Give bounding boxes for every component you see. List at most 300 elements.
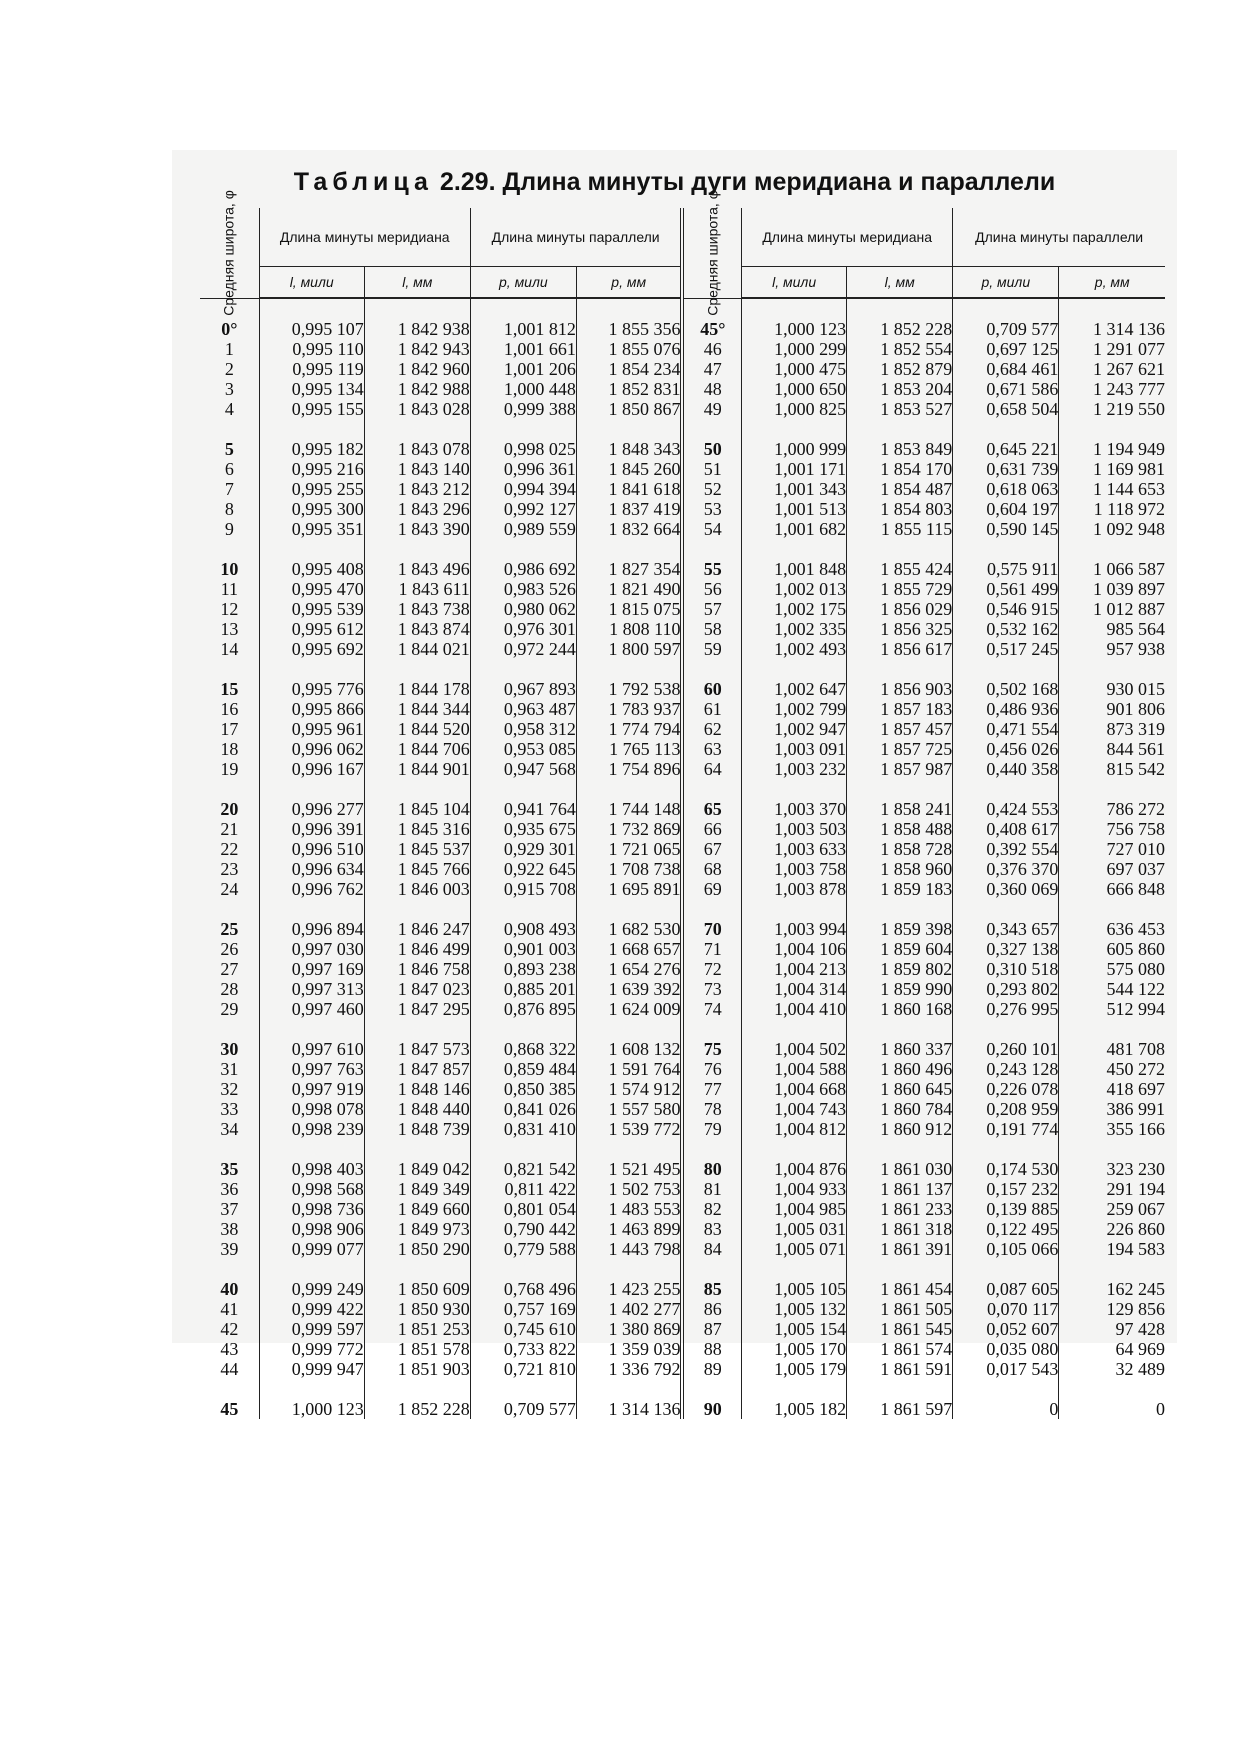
right-latitude-cell: 63 bbox=[682, 739, 741, 759]
spacer-cell bbox=[200, 419, 259, 439]
left-l-mm-cell: 1 847 857 bbox=[364, 1059, 470, 1079]
left-p-miles-cell: 0,958 312 bbox=[470, 719, 576, 739]
right-p-mm-cell: 450 272 bbox=[1059, 1059, 1165, 1079]
left-p-mm-cell: 1 850 867 bbox=[576, 399, 682, 419]
left-latitude-cell: 33 bbox=[220, 1099, 239, 1119]
left-l-miles-cell: 0,997 313 bbox=[259, 979, 364, 999]
right-p-miles-cell: 0,376 370 bbox=[953, 859, 1059, 879]
right-p-miles-cell: 0,035 080 bbox=[953, 1339, 1059, 1359]
left-p-miles-cell: 0,947 568 bbox=[470, 759, 576, 779]
spacer-cell bbox=[682, 1019, 741, 1039]
left-p-mm-cell: 1 402 277 bbox=[576, 1299, 682, 1319]
right-l-miles-cell: 1,004 933 bbox=[742, 1179, 847, 1199]
table-row bbox=[200, 1159, 1165, 1179]
table-row bbox=[200, 739, 1165, 759]
spacer-cell bbox=[682, 419, 741, 439]
left-p-miles-cell: 0,868 322 bbox=[470, 1039, 576, 1059]
right-latitude-cell: 81 bbox=[682, 1179, 741, 1199]
spacer-cell bbox=[742, 659, 847, 679]
right-l-miles-cell: 1,003 091 bbox=[742, 739, 847, 759]
right-p-miles-cell: 0,440 358 bbox=[953, 759, 1059, 779]
right-p-mm-cell: 666 848 bbox=[1059, 879, 1165, 899]
left-l-mm-cell: 1 848 739 bbox=[364, 1119, 470, 1139]
spacer-cell bbox=[953, 298, 1059, 319]
spacer-cell bbox=[1059, 899, 1165, 919]
left-l-miles-cell: 0,996 277 bbox=[259, 799, 364, 819]
right-latitude-cell: 71 bbox=[682, 939, 741, 959]
left-p-mm-cell: 1 682 530 bbox=[576, 919, 682, 939]
header-l-mm: l, мм bbox=[847, 267, 953, 299]
table-title bbox=[172, 168, 1177, 197]
spacer-cell bbox=[576, 419, 682, 439]
spacer-cell bbox=[742, 298, 847, 319]
right-l-mm-cell: 1 861 391 bbox=[847, 1239, 953, 1259]
table-row bbox=[200, 1399, 1165, 1419]
right-l-mm-cell: 1 861 233 bbox=[847, 1199, 953, 1219]
table-row bbox=[200, 1239, 1165, 1259]
left-l-mm-cell: 1 843 140 bbox=[364, 459, 470, 479]
right-l-miles-cell: 1,002 335 bbox=[742, 619, 847, 639]
spacer-cell bbox=[200, 1259, 259, 1279]
left-p-mm-cell: 1 827 354 bbox=[576, 559, 682, 579]
left-l-miles-cell: 0,997 030 bbox=[259, 939, 364, 959]
spacer-cell bbox=[953, 419, 1059, 439]
spacer-cell bbox=[682, 1259, 741, 1279]
left-l-miles-cell: 0,995 692 bbox=[259, 639, 364, 659]
right-latitude-cell: 47 bbox=[682, 359, 741, 379]
left-latitude-cell: 20 bbox=[220, 799, 239, 819]
left-latitude-cell: 41 bbox=[220, 1299, 239, 1319]
right-p-mm-cell: 901 806 bbox=[1059, 699, 1165, 719]
right-l-miles-cell: 1,005 105 bbox=[742, 1279, 847, 1299]
spacer-cell bbox=[200, 1379, 259, 1399]
right-l-miles-cell: 1,002 947 bbox=[742, 719, 847, 739]
table-row bbox=[200, 319, 1165, 339]
right-latitude-cell: 46 bbox=[682, 339, 741, 359]
left-latitude-cell: 15 bbox=[220, 679, 239, 699]
left-l-mm-cell: 1 846 499 bbox=[364, 939, 470, 959]
right-l-miles-cell: 1,004 106 bbox=[742, 939, 847, 959]
left-l-mm-cell: 1 843 296 bbox=[364, 499, 470, 519]
left-p-mm-cell: 1 708 738 bbox=[576, 859, 682, 879]
header-row-groups bbox=[200, 208, 1165, 267]
left-l-mm-cell: 1 846 247 bbox=[364, 919, 470, 939]
spacer-cell bbox=[682, 659, 741, 679]
left-l-mm-cell: 1 848 146 bbox=[364, 1079, 470, 1099]
left-l-miles-cell: 0,995 612 bbox=[259, 619, 364, 639]
right-l-mm-cell: 1 860 912 bbox=[847, 1119, 953, 1139]
left-p-miles-cell: 0,859 484 bbox=[470, 1059, 576, 1079]
left-l-miles-cell: 0,999 249 bbox=[259, 1279, 364, 1299]
left-p-mm-cell: 1 654 276 bbox=[576, 959, 682, 979]
right-p-mm-cell: 386 991 bbox=[1059, 1099, 1165, 1119]
right-l-mm-cell: 1 852 879 bbox=[847, 359, 953, 379]
left-p-miles-cell: 0,768 496 bbox=[470, 1279, 576, 1299]
table-row bbox=[200, 719, 1165, 739]
right-p-miles-cell: 0,561 499 bbox=[953, 579, 1059, 599]
table-row bbox=[200, 339, 1165, 359]
right-l-miles-cell: 1,002 647 bbox=[742, 679, 847, 699]
left-latitude-cell: 6 bbox=[224, 459, 234, 479]
right-p-miles-cell: 0,070 117 bbox=[953, 1299, 1059, 1319]
table-row bbox=[200, 1219, 1165, 1239]
spacer-cell bbox=[470, 779, 576, 799]
right-p-miles-cell: 0,392 554 bbox=[953, 839, 1059, 859]
header-l-mm: l, мм bbox=[364, 267, 470, 299]
left-latitude-cell: 3 bbox=[224, 379, 234, 399]
right-p-mm-cell: 355 166 bbox=[1059, 1119, 1165, 1139]
left-p-mm-cell: 1 854 234 bbox=[576, 359, 682, 379]
left-p-miles-cell: 0,996 361 bbox=[470, 459, 576, 479]
spacer-cell bbox=[364, 1259, 470, 1279]
right-p-mm-cell: 1 243 777 bbox=[1059, 379, 1165, 399]
spacer-cell bbox=[259, 779, 364, 799]
left-latitude-cell: 26 bbox=[220, 939, 239, 959]
left-l-mm-cell: 1 850 609 bbox=[364, 1279, 470, 1299]
left-p-miles-cell: 0,953 085 bbox=[470, 739, 576, 759]
spacer-cell bbox=[847, 539, 953, 559]
table-row bbox=[200, 1199, 1165, 1219]
right-l-miles-cell: 1,005 031 bbox=[742, 1219, 847, 1239]
table-row bbox=[200, 699, 1165, 719]
spacer-cell bbox=[1059, 539, 1165, 559]
left-latitude-cell: 12 bbox=[220, 599, 239, 619]
left-latitude-cell: 23 bbox=[220, 859, 239, 879]
spacer-cell bbox=[470, 1019, 576, 1039]
right-l-miles-cell: 1,002 013 bbox=[742, 579, 847, 599]
right-latitude-cell: 90 bbox=[682, 1399, 741, 1419]
left-l-miles-cell: 0,999 947 bbox=[259, 1359, 364, 1379]
table-row bbox=[200, 639, 1165, 659]
right-latitude-cell: 60 bbox=[682, 679, 741, 699]
left-l-miles-cell: 0,995 119 bbox=[259, 359, 364, 379]
right-l-mm-cell: 1 861 574 bbox=[847, 1339, 953, 1359]
header-p-mm: p, мм bbox=[1059, 267, 1165, 299]
right-p-mm-cell: 1 267 621 bbox=[1059, 359, 1165, 379]
right-p-miles-cell: 0,105 066 bbox=[953, 1239, 1059, 1259]
right-p-miles-cell: 0,658 504 bbox=[953, 399, 1059, 419]
right-p-miles-cell: 0,243 128 bbox=[953, 1059, 1059, 1079]
left-l-mm-cell: 1 844 901 bbox=[364, 759, 470, 779]
right-l-mm-cell: 1 861 454 bbox=[847, 1279, 953, 1299]
right-p-mm-cell: 1 219 550 bbox=[1059, 399, 1165, 419]
left-p-mm-cell: 1 821 490 bbox=[576, 579, 682, 599]
left-p-miles-cell: 0,901 003 bbox=[470, 939, 576, 959]
spacer-cell bbox=[470, 539, 576, 559]
header-p-mm: p, мм bbox=[576, 267, 682, 299]
left-latitude-cell: 44 bbox=[220, 1359, 239, 1379]
left-l-miles-cell: 0,997 919 bbox=[259, 1079, 364, 1099]
right-p-mm-cell: 1 194 949 bbox=[1059, 439, 1165, 459]
spacer-cell bbox=[682, 1379, 741, 1399]
right-p-miles-cell: 0,424 553 bbox=[953, 799, 1059, 819]
table-row bbox=[200, 859, 1165, 879]
left-p-miles-cell: 0,972 244 bbox=[470, 639, 576, 659]
left-p-mm-cell: 1 744 148 bbox=[576, 799, 682, 819]
right-latitude-cell: 88 bbox=[682, 1339, 741, 1359]
table-row bbox=[200, 619, 1165, 639]
spacer-cell bbox=[1059, 1019, 1165, 1039]
left-latitude-cell: 1 bbox=[224, 339, 234, 359]
spacer-cell bbox=[576, 899, 682, 919]
right-l-mm-cell: 1 860 496 bbox=[847, 1059, 953, 1079]
left-p-mm-cell: 1 800 597 bbox=[576, 639, 682, 659]
left-l-mm-cell: 1 851 578 bbox=[364, 1339, 470, 1359]
right-p-miles-cell: 0,517 245 bbox=[953, 639, 1059, 659]
table-row bbox=[200, 879, 1165, 899]
left-p-mm-cell: 1 483 553 bbox=[576, 1199, 682, 1219]
left-latitude-cell: 38 bbox=[220, 1219, 239, 1239]
left-latitude-cell: 39 bbox=[220, 1239, 239, 1259]
right-l-mm-cell: 1 861 597 bbox=[847, 1399, 953, 1419]
spacer-cell bbox=[364, 1139, 470, 1159]
right-l-mm-cell: 1 859 604 bbox=[847, 939, 953, 959]
left-p-miles-cell: 0,790 442 bbox=[470, 1219, 576, 1239]
right-p-mm-cell: 815 542 bbox=[1059, 759, 1165, 779]
left-p-mm-cell: 1 463 899 bbox=[576, 1219, 682, 1239]
header-meridian-left: Длина минуты меридиана bbox=[259, 208, 470, 267]
spacer-cell bbox=[847, 298, 953, 319]
left-p-miles-cell: 0,841 026 bbox=[470, 1099, 576, 1119]
right-p-mm-cell: 786 272 bbox=[1059, 799, 1165, 819]
right-p-miles-cell: 0,343 657 bbox=[953, 919, 1059, 939]
right-l-mm-cell: 1 859 398 bbox=[847, 919, 953, 939]
left-latitude-cell: 36 bbox=[220, 1179, 239, 1199]
right-l-mm-cell: 1 853 849 bbox=[847, 439, 953, 459]
left-l-mm-cell: 1 843 212 bbox=[364, 479, 470, 499]
left-p-mm-cell: 1 754 896 bbox=[576, 759, 682, 779]
header-latitude-left: Средняя широта, φ bbox=[200, 208, 259, 298]
left-l-mm-cell: 1 851 253 bbox=[364, 1319, 470, 1339]
left-l-miles-cell: 0,997 763 bbox=[259, 1059, 364, 1079]
left-p-miles-cell: 0,733 822 bbox=[470, 1339, 576, 1359]
right-latitude-cell: 67 bbox=[682, 839, 741, 859]
left-p-mm-cell: 1 359 039 bbox=[576, 1339, 682, 1359]
right-latitude-cell: 87 bbox=[682, 1319, 741, 1339]
table-row bbox=[200, 439, 1165, 459]
right-l-miles-cell: 1,001 343 bbox=[742, 479, 847, 499]
right-latitude-cell: 52 bbox=[682, 479, 741, 499]
right-p-mm-cell: 873 319 bbox=[1059, 719, 1165, 739]
left-latitude-cell: 18 bbox=[220, 739, 239, 759]
left-p-miles-cell: 0,992 127 bbox=[470, 499, 576, 519]
right-p-mm-cell: 544 122 bbox=[1059, 979, 1165, 999]
right-l-mm-cell: 1 852 554 bbox=[847, 339, 953, 359]
right-latitude-cell: 84 bbox=[682, 1239, 741, 1259]
table-row bbox=[200, 519, 1165, 539]
left-l-miles-cell: 0,996 391 bbox=[259, 819, 364, 839]
right-p-miles-cell: 0,260 101 bbox=[953, 1039, 1059, 1059]
left-l-miles-cell: 0,995 182 bbox=[259, 439, 364, 459]
right-latitude-cell: 53 bbox=[682, 499, 741, 519]
right-p-miles-cell: 0,408 617 bbox=[953, 819, 1059, 839]
spacer-cell bbox=[847, 1139, 953, 1159]
left-latitude-cell: 40 bbox=[220, 1279, 239, 1299]
right-latitude-cell: 65 bbox=[682, 799, 741, 819]
left-l-miles-cell: 0,998 906 bbox=[259, 1219, 364, 1239]
right-l-mm-cell: 1 859 183 bbox=[847, 879, 953, 899]
header-parallel-right: Длина минуты параллели bbox=[953, 208, 1165, 267]
spacer-cell bbox=[259, 539, 364, 559]
right-l-miles-cell: 1,004 985 bbox=[742, 1199, 847, 1219]
left-latitude-cell: 17 bbox=[220, 719, 239, 739]
right-p-mm-cell: 129 856 bbox=[1059, 1299, 1165, 1319]
right-p-mm-cell: 1 012 887 bbox=[1059, 599, 1165, 619]
left-p-mm-cell: 1 765 113 bbox=[576, 739, 682, 759]
right-p-miles-cell: 0,502 168 bbox=[953, 679, 1059, 699]
right-l-miles-cell: 1,003 878 bbox=[742, 879, 847, 899]
left-latitude-cell: 14 bbox=[220, 639, 239, 659]
spacer-cell bbox=[1059, 1259, 1165, 1279]
right-p-miles-cell: 0,456 026 bbox=[953, 739, 1059, 759]
spacer-cell bbox=[847, 419, 953, 439]
left-latitude-cell: 7 bbox=[224, 479, 234, 499]
spacer-cell bbox=[200, 1019, 259, 1039]
left-p-miles-cell: 0,983 526 bbox=[470, 579, 576, 599]
table-row bbox=[200, 1099, 1165, 1119]
spacer-cell bbox=[470, 1139, 576, 1159]
right-l-miles-cell: 1,005 179 bbox=[742, 1359, 847, 1379]
table-row bbox=[200, 999, 1165, 1019]
right-p-mm-cell: 930 015 bbox=[1059, 679, 1165, 699]
right-l-miles-cell: 1,001 513 bbox=[742, 499, 847, 519]
group-spacer-row bbox=[200, 1139, 1165, 1159]
header-l-miles: l, мили bbox=[259, 267, 364, 299]
spacer-cell bbox=[576, 1259, 682, 1279]
spacer-cell bbox=[470, 1379, 576, 1399]
group-spacer-row bbox=[200, 659, 1165, 679]
left-l-mm-cell: 1 847 295 bbox=[364, 999, 470, 1019]
left-l-miles-cell: 0,999 772 bbox=[259, 1339, 364, 1359]
spacer-cell bbox=[742, 419, 847, 439]
left-p-mm-cell: 1 774 794 bbox=[576, 719, 682, 739]
right-l-miles-cell: 1,005 154 bbox=[742, 1319, 847, 1339]
right-l-mm-cell: 1 860 168 bbox=[847, 999, 953, 1019]
spacer-cell bbox=[259, 419, 364, 439]
spacer-cell bbox=[576, 659, 682, 679]
right-l-mm-cell: 1 855 115 bbox=[847, 519, 953, 539]
right-p-mm-cell: 1 291 077 bbox=[1059, 339, 1165, 359]
left-l-mm-cell: 1 844 178 bbox=[364, 679, 470, 699]
left-latitude-cell: 4 bbox=[224, 399, 234, 419]
right-p-miles-cell: 0,618 063 bbox=[953, 479, 1059, 499]
left-l-mm-cell: 1 844 520 bbox=[364, 719, 470, 739]
spacer-cell bbox=[576, 1379, 682, 1399]
left-l-miles-cell: 0,999 597 bbox=[259, 1319, 364, 1339]
spacer-cell bbox=[1059, 1379, 1165, 1399]
left-l-miles-cell: 0,995 866 bbox=[259, 699, 364, 719]
left-latitude-cell: 16 bbox=[220, 699, 239, 719]
left-l-mm-cell: 1 842 960 bbox=[364, 359, 470, 379]
left-latitude-cell: 21 bbox=[220, 819, 239, 839]
left-l-mm-cell: 1 843 738 bbox=[364, 599, 470, 619]
header-meridian-right: Длина минуты меридиана bbox=[742, 208, 953, 267]
left-latitude-cell: 11 bbox=[220, 579, 238, 599]
table-body bbox=[200, 298, 1165, 1419]
spacer-cell bbox=[576, 539, 682, 559]
left-l-mm-cell: 1 848 440 bbox=[364, 1099, 470, 1119]
right-l-mm-cell: 1 853 204 bbox=[847, 379, 953, 399]
right-l-miles-cell: 1,003 994 bbox=[742, 919, 847, 939]
right-latitude-cell: 70 bbox=[682, 919, 741, 939]
left-latitude-cell: 2 bbox=[224, 359, 234, 379]
right-p-miles-cell: 0,590 145 bbox=[953, 519, 1059, 539]
right-l-miles-cell: 1,003 758 bbox=[742, 859, 847, 879]
left-p-miles-cell: 0,885 201 bbox=[470, 979, 576, 999]
right-l-mm-cell: 1 856 325 bbox=[847, 619, 953, 639]
right-p-mm-cell: 194 583 bbox=[1059, 1239, 1165, 1259]
group-spacer-row bbox=[200, 1259, 1165, 1279]
right-latitude-cell: 73 bbox=[682, 979, 741, 999]
right-p-mm-cell: 259 067 bbox=[1059, 1199, 1165, 1219]
right-l-miles-cell: 1,003 633 bbox=[742, 839, 847, 859]
right-p-miles-cell: 0,671 586 bbox=[953, 379, 1059, 399]
spacer-cell bbox=[259, 298, 364, 319]
left-l-mm-cell: 1 843 078 bbox=[364, 439, 470, 459]
right-l-miles-cell: 1,005 132 bbox=[742, 1299, 847, 1319]
right-l-miles-cell: 1,003 232 bbox=[742, 759, 847, 779]
left-l-mm-cell: 1 849 349 bbox=[364, 1179, 470, 1199]
spacer-cell bbox=[953, 1139, 1059, 1159]
left-l-mm-cell: 1 850 290 bbox=[364, 1239, 470, 1259]
right-p-mm-cell: 418 697 bbox=[1059, 1079, 1165, 1099]
left-latitude-cell: 0° bbox=[221, 319, 238, 339]
right-p-miles-cell: 0,157 232 bbox=[953, 1179, 1059, 1199]
right-p-mm-cell: 1 118 972 bbox=[1059, 499, 1165, 519]
left-p-mm-cell: 1 841 618 bbox=[576, 479, 682, 499]
right-p-mm-cell: 481 708 bbox=[1059, 1039, 1165, 1059]
right-l-miles-cell: 1,000 123 bbox=[742, 319, 847, 339]
right-l-mm-cell: 1 860 337 bbox=[847, 1039, 953, 1059]
right-l-miles-cell: 1,004 314 bbox=[742, 979, 847, 999]
left-latitude-cell: 43 bbox=[220, 1339, 239, 1359]
left-p-mm-cell: 1 624 009 bbox=[576, 999, 682, 1019]
right-l-miles-cell: 1,003 503 bbox=[742, 819, 847, 839]
right-l-mm-cell: 1 861 591 bbox=[847, 1359, 953, 1379]
right-l-mm-cell: 1 861 545 bbox=[847, 1319, 953, 1339]
right-p-miles-cell: 0,360 069 bbox=[953, 879, 1059, 899]
table-row bbox=[200, 799, 1165, 819]
spacer-cell bbox=[953, 539, 1059, 559]
right-p-mm-cell: 32 489 bbox=[1059, 1359, 1165, 1379]
left-p-mm-cell: 1 845 260 bbox=[576, 459, 682, 479]
spacer-cell bbox=[200, 539, 259, 559]
right-l-mm-cell: 1 861 030 bbox=[847, 1159, 953, 1179]
left-p-miles-cell: 0,721 810 bbox=[470, 1359, 576, 1379]
right-l-miles-cell: 1,000 650 bbox=[742, 379, 847, 399]
right-l-mm-cell: 1 861 505 bbox=[847, 1299, 953, 1319]
left-latitude-cell: 30 bbox=[220, 1039, 239, 1059]
left-p-miles-cell: 0,963 487 bbox=[470, 699, 576, 719]
right-l-mm-cell: 1 856 617 bbox=[847, 639, 953, 659]
right-latitude-cell: 51 bbox=[682, 459, 741, 479]
table-row bbox=[200, 1179, 1165, 1199]
left-l-mm-cell: 1 843 874 bbox=[364, 619, 470, 639]
right-p-miles-cell: 0,604 197 bbox=[953, 499, 1059, 519]
right-l-miles-cell: 1,000 999 bbox=[742, 439, 847, 459]
left-latitude-cell: 9 bbox=[224, 519, 234, 539]
spacer-cell bbox=[1059, 779, 1165, 799]
right-p-miles-cell: 0,532 162 bbox=[953, 619, 1059, 639]
left-p-mm-cell: 1 591 764 bbox=[576, 1059, 682, 1079]
right-p-miles-cell: 0,327 138 bbox=[953, 939, 1059, 959]
right-p-mm-cell: 844 561 bbox=[1059, 739, 1165, 759]
left-l-miles-cell: 0,998 078 bbox=[259, 1099, 364, 1119]
right-l-mm-cell: 1 857 457 bbox=[847, 719, 953, 739]
right-latitude-cell: 62 bbox=[682, 719, 741, 739]
left-l-mm-cell: 1 844 706 bbox=[364, 739, 470, 759]
group-spacer-row bbox=[200, 539, 1165, 559]
